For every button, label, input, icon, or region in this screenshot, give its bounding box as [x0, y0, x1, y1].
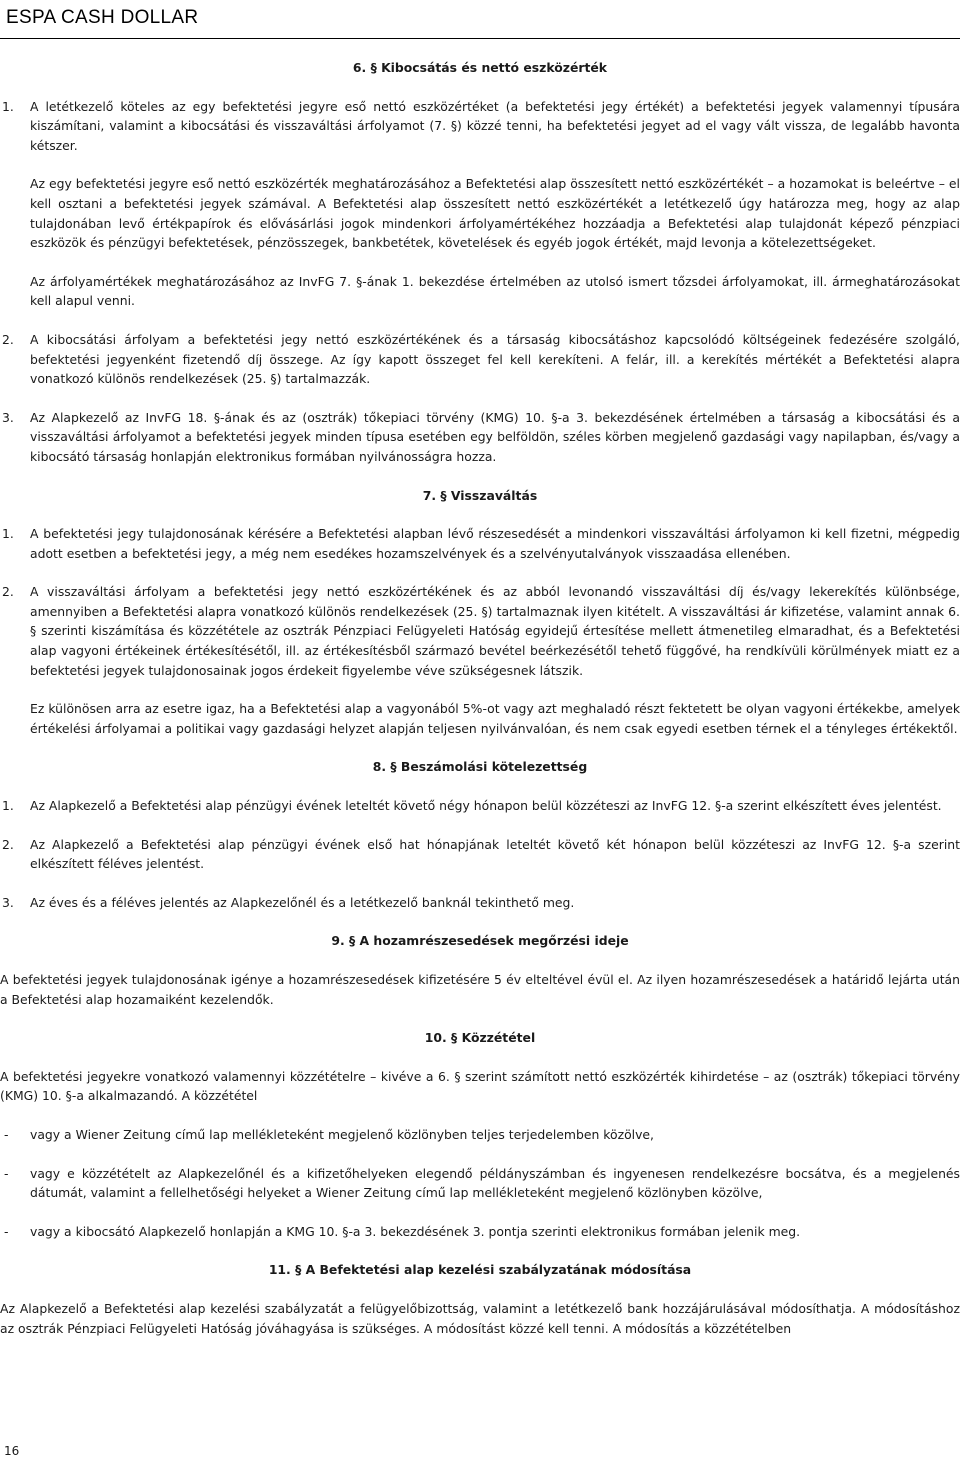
item-text: Az Alapkezelő az InvFG 18. §-ának és az (osztrák) tőkepiaci törvény (KMG) 10. §-a 3. bekezdésének értelmében a társaság a kibocsátási és a visszaváltási árfolyamot a befektetési jegyek minden típusa esetében egy belföldön, széles körben megjelenő gazdasági vagy napilapban, és/vagy a kibocsátó társaság honlapján elektronikus formában nyilvánosságra hozza.: [30, 409, 960, 464]
section-6-item-1: [0, 97, 960, 156]
section-7-title: 7. § Visszaváltás: [422, 487, 538, 503]
section-6-item-3: [0, 408, 960, 467]
section-6-paragraph: Az árfolyamértékek meghatározásához az InvFG 7. §-ának 1. bekezdése értelmében az utolsó ismert tőzsdei árfolyamokat, ill. ármeghatározásokat kell alapul venni.: [30, 273, 960, 309]
item-text: A letétkezelő köteles az egy befektetési jegyre eső nettó eszközértéket (a befektetési jegy értékét) a befektetési jegyek valamennyi típusára kiszámítani, valamint a kibocsátási és visszaváltási árfolyamot (7. §) közzé tenni, ha befektetési jegyet ad el vagy vált vissza, de legalább havonta kétszer.: [30, 98, 960, 153]
section-7-paragraph: Ez különösen arra az esetre igaz, ha a Befektetési alap a vagyonából 5%-ot vagy azt meghaladó részt fektetett be olyan vagyoni értékekbe, amelyek értékelési árfolyamai a politikai vagy gazdasági helyzet alapján teljesen nyilvánvalóan, és nem csak egyedi esetben térnek el a tényleges értékektől.: [30, 701, 960, 736]
item-text: Az Alapkezelő a Befektetési alap pénzügyi évének leteltét követő négy hónapon belül közzéteszi az InvFG 12. §-a szerint elkészített éves jelentést.: [30, 798, 942, 814]
section-10-list-item: [0, 1164, 960, 1203]
item-number: 2.: [2, 836, 14, 852]
list-item-text: vagy a kibocsátó Alapkezelő honlapján a KMG 10. §-a 3. bekezdésének 3. pontja szerinti elektronikus formában jelenik meg.: [30, 1223, 801, 1239]
item-text: A kibocsátási árfolyam a befektetési jegy nettó eszközértékének és a társaság kibocsátáshoz kapcsolódó költségeinek fedezésére szolgáló, befektetési jegyenként fizetendő díj összege. Az így kapott összeget fel kell kerekíteni. A felár, ill. a kerekítés mértékét a Befektetési alapra vonatkozó különös rendelkezések (25. §) tartalmazzák.: [30, 331, 960, 387]
item-number: 1.: [2, 98, 14, 114]
document-title: ESPA CASH DOLLAR: [6, 7, 199, 28]
item-number: 3.: [2, 894, 14, 910]
section-9-paragraph: A befektetési jegyek tulajdonosának igénye a hozamrészesedések kifizetésére 5 év elteltével évül el. Az ilyen hozamrészesedések a határidő lejárta után a Befektetési alap hozamaiként kezelendők.: [0, 972, 960, 1007]
list-dash: -: [4, 1223, 9, 1239]
section-11-title: 11. § A Befektetési alap kezelési szabályzatának módosítása: [268, 1262, 692, 1278]
section-7-item-1: [0, 524, 960, 563]
section-10-list-item: [0, 1125, 960, 1145]
item-number: 2.: [2, 331, 14, 347]
list-dash: -: [4, 1126, 9, 1142]
document-body: [0, 58, 960, 1357]
item-number: 1.: [2, 526, 14, 542]
page-number: 16: [4, 1444, 20, 1458]
item-text: A befektetési jegy tulajdonosának kérésére a Befektetési alapban lévő részesedését a mindenkori visszaváltási árfolyamon ki kell fizetni, mégpedig adott esetben a befektetési jegy, a még nem esedékes hozamszelvények és a szelvényutalványok visszaadása ellenében.: [30, 526, 960, 561]
page-header: [0, 0, 960, 39]
item-number: 3.: [2, 409, 14, 425]
section-8-item-3: [0, 893, 960, 913]
section-6-item-2: [0, 330, 960, 389]
list-dash: -: [4, 1165, 9, 1181]
section-9-title: 9. § A hozamrészesedések megőrzési ideje: [331, 933, 629, 949]
item-text: Az Alapkezelő a Befektetési alap pénzügyi évének első hat hónapjának leteltét követő két hónapon belül közzéteszi az InvFG 12. §-a szerint elkészített féléves jelentést.: [30, 836, 960, 872]
section-7-item-2: [0, 582, 960, 680]
section-6-title: 6. § Kibocsátás és nettó eszközérték: [352, 60, 608, 75]
item-number: 2.: [2, 584, 14, 600]
list-item-text: vagy e közzétételt az Alapkezelőnél és a kifizetőhelyeken elegendő példányszámban és ingyenesen rendelkezésre bocsátva, és a megjelenés dátumát, valamint a fellelhetőségi helyeket a Wiener Zeitung című lap mellékleteként megjelenő közlönyben közölve,: [30, 1165, 960, 1201]
item-text: Az éves és a féléves jelentés az Alapkezelőnél és a letétkezelő banknál tekinthető meg.: [30, 894, 575, 910]
section-11-paragraph: Az Alapkezelő a Befektetési alap kezelési szabályzatát a felügyelőbizottság, valamint a letétkezelő bank hozzájárulásával módosíthatja. A módosításhoz az osztrák Pénzpiaci Felügyeleti Hatóság jóváhagyása is szükséges. A módosítást közzé kell tenni. A módosítás a közzétételben: [0, 1300, 960, 1336]
section-10-paragraph: A befektetési jegyekre vonatkozó valamennyi közzétételre – kivéve a 6. § szerint számított nettó eszközérték kihirdetése – az (osztrák) tőkepiaci törvény (KMG) 10. §-a alkalmazandó. A közzététel: [0, 1068, 960, 1104]
section-8-title: 8. § Beszámolási kötelezettség: [372, 759, 588, 775]
section-6-paragraph: Az egy befektetési jegyre eső nettó eszközérték meghatározásához a Befektetési alap összesített nettó eszközértékét – a hozamokat is beleértve – el kell osztani a befektetési jegyek számával. A Befektetési alap összesített nettó eszközértékét a letétkezelő úgy határozza meg, hogy az alap tulajdonában levő értékpapírok és elővásárlási jogok mindenkori árfolyamértékéhez hozzáadja a Befektetési alap tulajdonát képező pénzpiaci eszközök és pénzügyi befektetések, pénzösszegek, bankbetétek, követelések és egyéb jogok értékét, majd levonja a kötelezettségeket.: [30, 176, 960, 251]
item-number: 1.: [2, 798, 14, 814]
section-10-title: 10. § Közzététel: [424, 1030, 536, 1046]
list-item-text: vagy a Wiener Zeitung című lap mellékleteként megjelenő közlönyben teljes terjedelemben közölve,: [30, 1126, 654, 1142]
item-text: A visszaváltási árfolyam a befektetési jegy nettó eszközértékének és az abból levonandó visszaváltási díj és/vagy lekerekítés különbsége, amennyiben a Befektetési alapra vonatkozó különös rendelkezések (25. §) tartalmaznak ilyen kitételt. A visszaváltási ár kifizetése, valamint annak 6. § szerinti kiszámítása és közzététele az osztrák Pénzpiaci Felügyeleti Hatóság egyidejű értesítése mellett átmenetileg elmaradhat, és a Befektetési alap vagyoni értékeinek értékesítésétől, ill. az értékesítésből származó bevétel beérkezésétől tehető függővé, ha rendkívüli körülmények miatt ez a befektetési jegyek tulajdonosainak jogos érdekeit figyelembe véve szükségesnek látszik.: [30, 584, 960, 678]
section-8-item-1: [0, 796, 960, 816]
section-10-list-item: [0, 1222, 960, 1242]
section-8-item-2: [0, 835, 960, 874]
